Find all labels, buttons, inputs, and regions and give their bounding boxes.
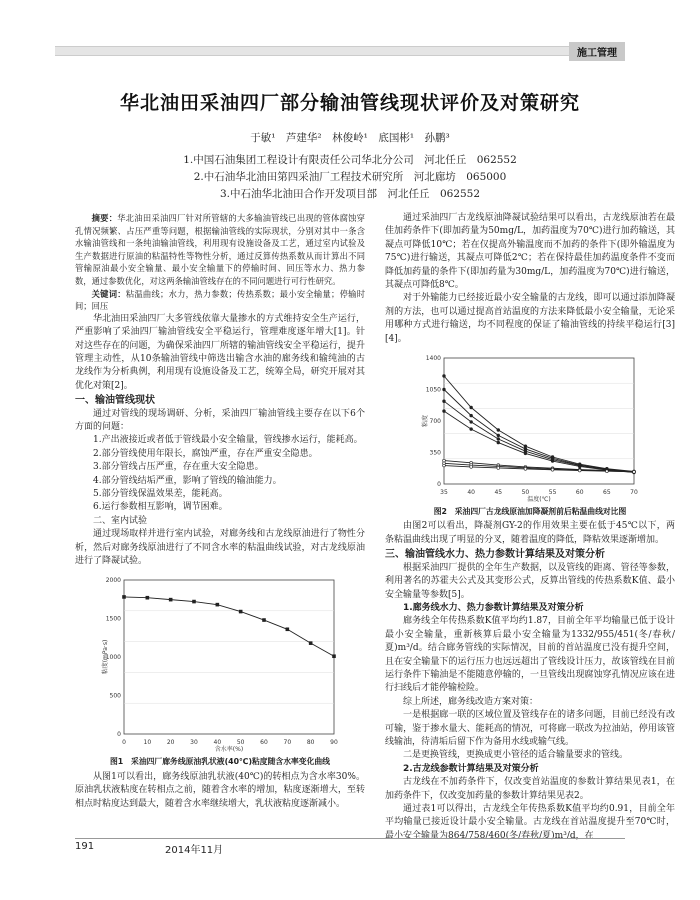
data-point xyxy=(497,467,500,470)
x-tick-label: 90 xyxy=(330,739,338,747)
x-tick-label: 80 xyxy=(306,739,315,747)
data-point xyxy=(497,434,500,437)
x-tick-label: 70 xyxy=(283,739,292,747)
y-axis-label: 粘度(mPa·s) xyxy=(102,640,109,675)
paragraph: 通过表1可以得出，古龙线全年传热系数K值平均约0.91，目前全年平均输量已接近设计最小安全输量。古龙线在首站温度提升至70℃时，最小安全输量为864/758/460(冬/春秋/夏)m³/d，在 xyxy=(385,804,675,841)
figure-2-caption: 图2 采油四厂古龙线原油加降凝剂前后粘温曲线对比图 xyxy=(433,507,627,517)
data-point xyxy=(551,460,554,463)
data-point xyxy=(497,441,500,444)
abstract-label: 摘要： xyxy=(91,213,118,223)
x-tick-label: 0 xyxy=(122,739,126,747)
left-column xyxy=(75,212,365,811)
paragraph: 综上所述，廊务线改造方案对策： xyxy=(403,696,539,707)
keywords-label: 关键词： xyxy=(91,288,126,299)
data-point xyxy=(524,468,527,471)
keywords xyxy=(75,288,365,313)
data-point xyxy=(470,428,473,431)
data-point xyxy=(633,471,636,474)
data-point xyxy=(332,655,336,659)
y-axis-label: 粘度 xyxy=(422,415,429,428)
data-point xyxy=(578,469,581,472)
data-point xyxy=(169,598,173,602)
paragraph: 一是根据廊一联的区域位置及管线存在的诸多问题，目前已经没有改可输，鉴于掺水量大、能耗高的情况，可将廊一联改为拉油站，停用该管线输油，待清垢后留下作为备用水线或输气线。 xyxy=(385,710,675,747)
affiliation: 3.中石油华北油田合作开发项目部 河北任丘 062552 xyxy=(219,188,481,200)
header-bar xyxy=(55,44,625,58)
x-tick-label: 10 xyxy=(143,739,152,747)
affiliation: 1.中国石油集团工程设计有限责任公司华北分公司 河北任丘 062552 xyxy=(183,154,517,166)
y-tick-label: 500 xyxy=(109,692,121,700)
paragraph: 二是更换管线，更换成更小管径的适合输量要求的管线。 xyxy=(403,750,629,761)
data-point xyxy=(146,596,150,600)
paragraph: 华北油田采油四厂大多管线依靠大量掺水的方式维持安全生产运行，严重影响了采油四厂输油管线安全平稳运行，管理难度逐年增大[1]。针对这些存在的问题，为确保采油四厂所辖的输油管线安全平稳运行，提升管理主动性，从10条输油管线中筛选出输含水油的廊务线和输纯油的古龙线作为分析典例，利用现有设施设备及工艺，统筹全局，研究开展对其优化对策[2]。 xyxy=(75,313,365,391)
header-rule xyxy=(55,46,569,56)
list-item: 3.部分管线占压严重，存在重大安全隐患。 xyxy=(93,462,264,473)
data-point xyxy=(470,466,473,469)
paragraph: 廊务线全年传热系数K值平均约1.87，目前全年平均输量已低于设计最小安全输量，重新核算后最小安全输量为1332/955/451(冬/春秋/夏)m³/d。结合廊务管线的实际情况，目前的首站温度已没有提升空间，且在安全输量下的运行压力也远远超出了管线设计压力，故该管线在目前运行条件下输油是不能随意停输的，一旦管线出现腐蚀穿孔情况应该在进行扫线后才能停输检险。 xyxy=(385,616,675,694)
data-point xyxy=(470,421,473,424)
section-tag: 施工管理 xyxy=(569,42,625,61)
list-item: 1.产出液接近或者低于管线最小安全输量，管线掺水运行，能耗高。 xyxy=(93,435,363,446)
figure-1-caption: 图1 采油四厂廊务线原油乳状液(40℃)粘度随含水率变化曲线 xyxy=(110,757,330,767)
abstract-text: 华北油田采油四厂针对所管辖的大多输油管线已出现的管体腐蚀穿孔情况频繁、占压严重等问题，根据输油管线的实际现状，分别对其中一条含水输油管线和一条纯油输油管线，利用现有设施设备及工艺，通过室内试验及生产数据进行原油的粘温特性等物性分析，通过反算传热系数从而计算出不同管输原油最小安全输量、最小安全输量下的停输时间、回压等水力、热力参数，通过参数优化，对这两条输油管线存在的不同问题进行可行性研究。 xyxy=(75,213,365,286)
y-tick-label: 1000 xyxy=(105,654,121,662)
data-point xyxy=(262,619,266,623)
data-point xyxy=(443,388,446,391)
data-point xyxy=(443,459,446,462)
x-tick-label: 30 xyxy=(190,739,198,747)
x-tick-label: 70 xyxy=(630,489,638,497)
subsection-heading: 二、室内试验 xyxy=(93,515,148,526)
data-point xyxy=(524,452,527,455)
affiliation: 2.中石油华北油田第四采油厂工程技术研究所 河北廊坊 065000 xyxy=(193,171,507,183)
affiliations xyxy=(0,152,700,203)
x-tick-label: 45 xyxy=(494,489,503,497)
paper-title: 华北油田采油四厂部分输油管线现状评价及对策研究 xyxy=(119,92,580,114)
data-point xyxy=(216,603,220,607)
x-tick-label: 50 xyxy=(236,739,245,747)
x-tick-label: 35 xyxy=(440,489,448,497)
y-tick-label: 350 xyxy=(429,449,441,457)
y-tick-label: 0 xyxy=(437,481,441,489)
paragraph: 对于外输能力已经接近最小安全输量的古龙线，即可以通过添加降凝剂的方法，也可以通过提高首站温度的方法来降低最小安全输量，无论采用哪种方式进行输送，均不同程度的保证了输油管线的持续平稳运行[3][4]。 xyxy=(385,293,675,344)
y-tick-label: 1400 xyxy=(425,355,441,363)
data-point xyxy=(286,628,290,632)
data-point xyxy=(470,406,473,409)
x-tick-label: 55 xyxy=(548,489,557,497)
data-point xyxy=(192,600,196,604)
data-point xyxy=(497,438,500,441)
section-heading: 三、输油管线水力、热力参数计算结果及对策分析 xyxy=(385,549,605,561)
y-tick-label: 1050 xyxy=(425,386,441,394)
right-column xyxy=(385,212,675,843)
x-tick-label: 40 xyxy=(213,739,222,747)
y-tick-label: 1500 xyxy=(105,615,121,623)
paragraph: 古龙线在不加药条件下，仅改变首站温度的参数计算结果见表1，在加药条件下，仅改变加药量的参数计算结果见表2。 xyxy=(385,777,675,801)
subsection-heading: 2.古龙线参数计算结果及对策分析 xyxy=(403,763,539,774)
x-tick-label: 50 xyxy=(521,489,530,497)
list-item: 5.部分管线保温效果差，能耗高。 xyxy=(93,489,228,500)
x-tick-label: 60 xyxy=(260,739,268,747)
data-point xyxy=(578,465,581,468)
paragraph: 根据采油四厂提供的全年生产数据，以及管线的距离、管径等参数，利用著名的苏霍夫公式及其变形公式，反算出管线的传热系数K值、最小安全输量等参数[5]。 xyxy=(385,562,675,600)
data-point xyxy=(551,468,554,471)
x-tick-label: 40 xyxy=(467,489,475,497)
abstract xyxy=(75,212,365,288)
data-point xyxy=(443,464,446,467)
paragraph: 通过对管线的现场调研、分析，采油四厂输油管线主要存在以下6个方面的问题： xyxy=(75,408,365,432)
data-point xyxy=(470,414,473,417)
x-tick-label: 60 xyxy=(575,489,584,497)
subsection-heading: 1.廊务线水力、热力参数计算结果及对策分析 xyxy=(403,602,584,613)
data-point xyxy=(309,642,313,646)
data-point xyxy=(605,470,608,473)
paragraph: 通过现场取样并进行室内试验，对廊务线和古龙线原油进行了物性分析，然后对廊务线原油进行了不同含水率的粘温曲线试验，对古龙线原油进行了降凝试验。 xyxy=(75,529,365,567)
paragraph: 从图1可以看出，廊务线原油乳状液(40℃)的转相点为含水率30%。原油乳状液粘度在转相点之前，随着含水率的增加，粘度逐渐增大，至转相点时粘度达到最大，随着含水率继续增大，乳状液粘度逐渐减小。 xyxy=(75,771,365,809)
keywords-text: 粘温曲线；水力，热力参数；传热系数；最小安全输量；停输时间；回压 xyxy=(75,288,365,312)
figure-2-chart xyxy=(420,352,640,502)
list-item: 4.部分管线结垢严重，影响了管线的输油能力。 xyxy=(93,475,282,486)
data-point xyxy=(524,445,527,448)
x-axis-label: 温度(℃) xyxy=(527,496,551,503)
plot-frame xyxy=(124,580,334,734)
list-item: 2.部分管线使用年限长，腐蚀严重，存在严重安全隐患。 xyxy=(93,448,318,459)
page-footer xyxy=(75,838,625,856)
list-item: 6.运行参数相互影响，调节困难。 xyxy=(93,502,228,513)
section-heading: 一、输油管线现状 xyxy=(75,395,155,407)
x-axis-label: 含水率(%) xyxy=(214,746,244,753)
authors: 于敏¹ 芦建华² 林俊岭¹ 底国彬¹ 孙鹏³ xyxy=(250,132,450,144)
x-tick-label: 20 xyxy=(166,739,175,747)
y-tick-label: 0 xyxy=(117,731,121,739)
data-point xyxy=(443,410,446,413)
data-point xyxy=(443,400,446,403)
paragraph: 由图2可以看出，降凝剂GY-2的作用效果主要在低于45℃以下，两条粘温曲线出现了明显的分叉，随着温度的降低，降粘效果逐渐增加。 xyxy=(385,521,675,545)
x-tick-label: 65 xyxy=(603,489,611,497)
page-number: 191 xyxy=(75,841,95,852)
data-point xyxy=(122,596,126,600)
y-tick-label: 2000 xyxy=(105,577,121,585)
paragraph: 通过采油四厂古龙线原油降凝试验结果可以看出，古龙线原油若在最佳加药条件下(即加药量为50mg/L，加药温度为70℃)进行加药输送，其凝点可降低10℃；若在仅提高外输温度而不加药的条件下(即外输温度为75℃)进行输送，其凝点可降低2℃；若在保持最佳加药温度条件不变而降低加药量的条件下(即加药量为30mg/L，加药温度为70℃)进行输送，其凝点可降低8℃。 xyxy=(385,213,675,291)
figure-1-chart xyxy=(100,574,340,752)
issue-date: 2014年11月 xyxy=(165,845,224,856)
data-point xyxy=(443,375,446,378)
data-point xyxy=(239,610,243,614)
y-tick-label: 700 xyxy=(429,418,441,426)
data-point xyxy=(497,429,500,432)
